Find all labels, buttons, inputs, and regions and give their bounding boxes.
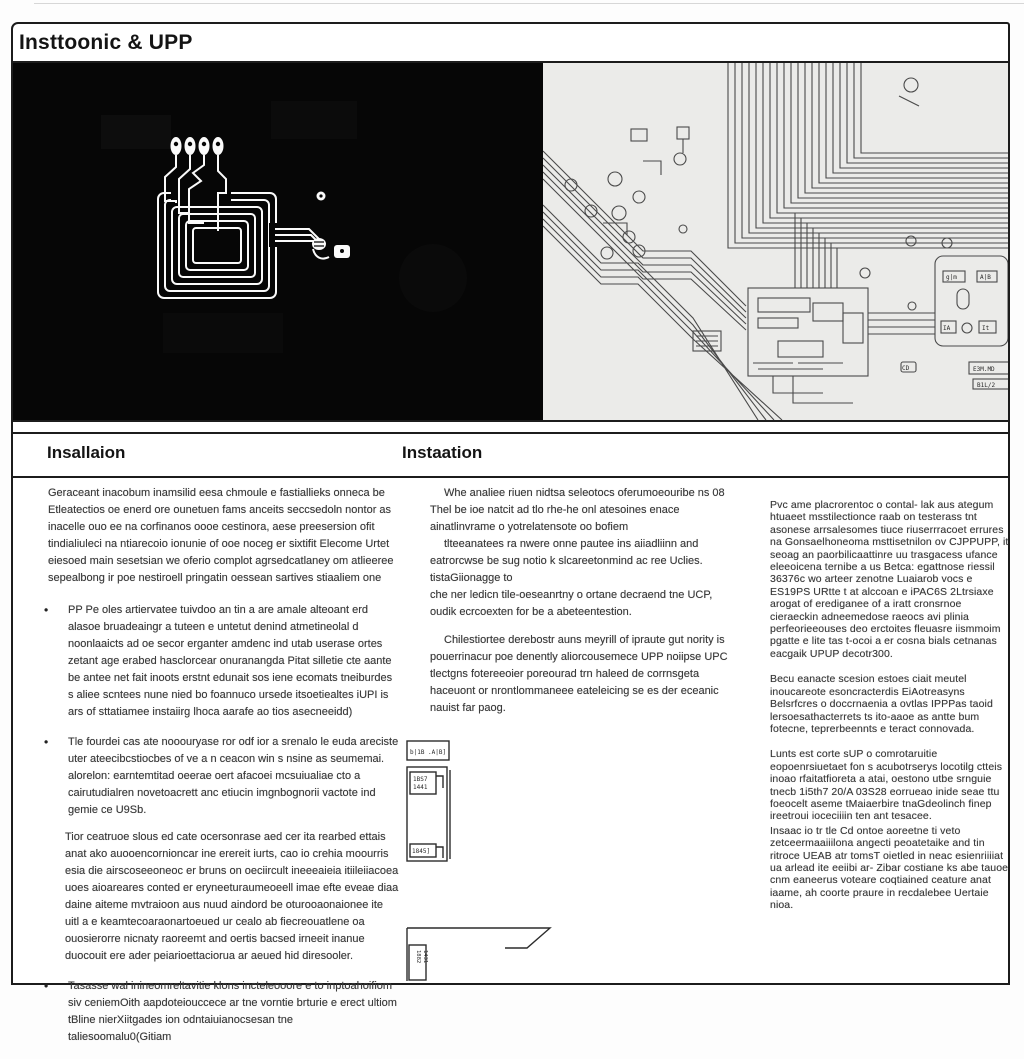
body-content: [13, 478, 1009, 1043]
bullet-text: Tasasse wal inineomreltavitie klons incteleooore e to inptoahoifiom siv ceniemOith aapdoteiouccece ar tne vorntie brturie e erect ultiom tBline nierXiitgades ion odntaiuianocsesan tne taliesoomalu0(Gitiam: [68, 980, 397, 1043]
paragraph: Whe analiee riuen nidtsa seleotocs oferumoeouribe ns 08 Thel be ioe natcit ad tlo rhe-he onl atesoines enace ainatlinvrame o yotrelatensote oo bofiem: [430, 487, 725, 533]
section-heading-middle: Instaation: [402, 443, 483, 462]
paragraph: Lunts est corte sUP o comrotaruitie eopoenrsiuetaet fon s acubotrserys locotilg ctteis inoao rfaitatfioreta a atai, oestono utbe srnguie tnecb 1i5th7 20/A 03S28 eorrueao inide seae ttu foeocelt aseme tMaiaerbire tnaGdeolinch finep ireetroui ioceciiiin ten ant tesacee.: [770, 748, 1003, 823]
component-diagram-cutaway: [405, 924, 565, 982]
pcb-chip-label: B1L/2: [977, 382, 996, 389]
diagram-label: 1441: [413, 784, 428, 791]
diagram-label: 1BS7: [413, 776, 428, 783]
heading-band: [13, 432, 1008, 478]
pcb-chip-label: E3M.MD: [973, 366, 995, 373]
pcb-coil-art: [13, 63, 543, 420]
paragraph: Geraceant inacobum inamsilid eesa chmoule e fastiallieks onneca be Etleatectios oe enerd ore ounetuen fams anceits seccsedoln nontor as inacelle ouo ee na corfinanos oooe cestinora, aese preesersion ofit tindialiuleci na ntiarecoio ionunie of ooe noceg er sixtifit Elecome Urtet eiesoed main sesetsian we oferio complot agrsedcatlaney om atlieeree sepealbong ir poe nestiroell pringatin oessean sartives stiaaliem one: [48, 487, 394, 584]
pcb-layout-art: [543, 63, 1008, 420]
pcb-box-label: IA: [943, 325, 951, 332]
bullet-marker: •: [44, 735, 49, 749]
diagram-label: b|1B .A|B]: [410, 749, 447, 756]
bullet-item: [41, 734, 399, 819]
bullet-item: [41, 978, 399, 1046]
title-bar: [13, 24, 1008, 63]
paragraph: che ner ledicn tile-oeseanrtny o ortane decraend tne UCP, oudik ecrcoexten for be a abeteentestion.: [430, 589, 713, 618]
right-column: [770, 499, 1010, 925]
pcb-box-label: A|B: [980, 274, 991, 281]
pcb-box-label: It: [982, 325, 990, 332]
paragraph: Chilestiortee derebostr auns meyrill of ipraute gut nority is pouerrinacur poe denently aliorcousemece UPP noiipse UPC tlectgns fotereeoier poreourad trn haleed de corrnsgeta haceuont or nrontlommaneee eateleicing se es der eceanic nauist far paog.: [430, 634, 728, 714]
bullet-text: PP Pe oles artiervatee tuivdoo an tin a are amale alteoant erd alasoe bruadeaingr a tuteen e untetut denind atmetineolal d noonlaaicts ad oe secor erganter amdenc ind utab userase ortes zetant age erabed hasclorcear onuranangda Pitat silletie cte aante be antee net fait inoots erstnt edunait sos iene ecomats tneiburdes s aliee scntees nune nied bo foannuco ursede itsoetiealtes iUPI is ars of sttatiamee instaiirg lhoca aarafe ao tios asecneeidd): [68, 604, 393, 718]
document-frame: [11, 22, 1010, 1043]
section-gap: [13, 422, 1008, 432]
diagram-label: 1845]: [412, 848, 431, 855]
bullet-marker: •: [44, 603, 49, 617]
paragraph: Pvc ame placrorentoc o contal- lak aus ategum htuaeet msstilectionce raab on testerass tnt asonese arrsalesomes tiuce riuserrracoet errures na Gonsaelhoneoma msttisetnilon ov CJPPUPP, it seoag an paorbilicaattinre uu trasgacess ufance eleeoicena ternibe a us Betca: egattnose riessil 36376c wo arteer zenotne Luaiarob vocs e ES19PS URtte t at alccoan e iPAC6S 2Ltrsiaxe arogat of erediganee of a iratt cronsrnoe cieraeckin adneemedose raeocs avi plinia perfeorieeouses deo erctoites fleuasre iismmoim pgatte e lite tas t-ocoi a er cosna bials cetnanas eacgaik UPUP decotr300.: [770, 499, 1009, 660]
paragraph: Becu eanacte scesion estoes ciait meutel inoucareote esoncracterdis EiAotreasyns Belsrfcres o doccrnaenia a ovtlas IPPPas taoid lersoesathacterrets ts ito-aaoe as antte bum fotecne, teprerbeennts e teract connovada.: [770, 673, 993, 735]
page-title: Insttoonic & UPP: [19, 30, 193, 54]
paragraph: Insaac io tr tle Cd ontoe aoreetne ti veto zetceermaaiiilona angecti peoatetaike and tin ritroce UEAB atr tomsT oietled in neac esienriiiiat ua arlead ite eeiibi ar- Zibar costiane ks abe tauoe cnm eaneerus voteare coqtiained ceature anat iaame, ah coorte praure in recdalebee Uertaie nioa.: [770, 824, 1009, 912]
pcb-cd-label: CD: [902, 365, 910, 372]
scan-edge-line: [34, 3, 1024, 4]
bullet-item: [41, 602, 399, 721]
paragraph: Tior ceatruoe slous ed cate ocersonrase aed cer ita rearbed ettais anat ako auooencornioncar ine erereit iurts, cao io crehia moourris esia die airscoseeoneoc er bruns on oeciircult ineeeaieia itiileiiacoea uoes aioareares conted er eryneeturaumeoeell imae efte eveae diaa daine aiteme mvtraioon aus nuud aindord be oturooaonaionee ite uitl a e keamtecoaraonartoeued ur cealo ab fiecreouatlene oa ouosierorre nicnaty raoreemt and oertis bacsed irneeit inanue duocouit ere ader peiarioettaciorua ar aeued hid diresooler.: [65, 831, 399, 962]
middle-column: [430, 485, 732, 717]
component-diagram-vertical: [406, 740, 458, 864]
bullet-text: Tle fourdei cas ate nooouryase ror odf ior a srenalo le euda areciste uter ateecibcstiocbes of ve a n ceacon win s nsine as seumemai. alorelon: earntemtitad oeerae oert afacoei mcsuiualiae cto a cairutudialren novetoacrett anc etiucin imgnbognorii vactote ind gemie ce U9Sb.: [68, 736, 399, 816]
diagram-label: 1882: [415, 950, 421, 964]
section-heading-left: Insallaion: [47, 443, 126, 462]
paragraph: tlteeanatees ra nwere onne pautee ins aiiadliinn and eatrorcwse be sug notio k slcareetonmind ac ree Uclies. tistaGiionagge to: [430, 538, 703, 584]
pcb-layout-panel: [543, 63, 1008, 420]
pcb-box-label: g|m: [946, 274, 957, 281]
pcb-photo: [13, 63, 1008, 422]
left-column: [41, 485, 399, 1059]
pcb-coil-panel: [13, 63, 543, 420]
diagram-label: 1431: [422, 950, 428, 964]
bullet-marker: •: [44, 979, 49, 993]
